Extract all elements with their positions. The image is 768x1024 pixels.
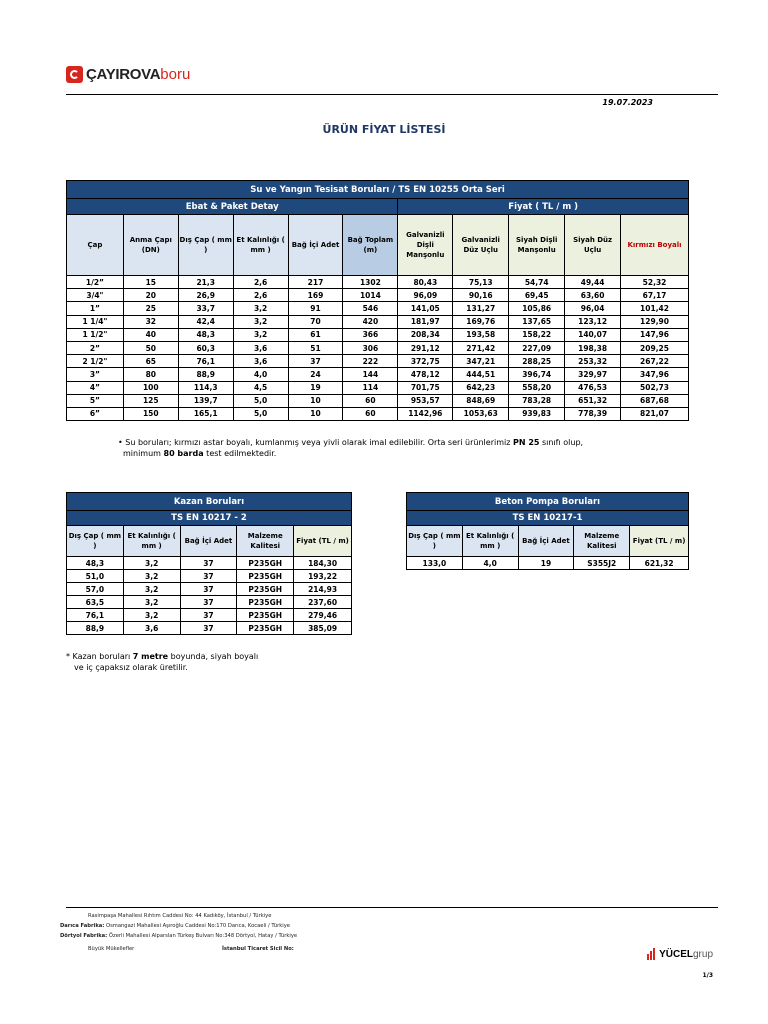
column-header: Malzeme Kalitesi xyxy=(574,526,630,557)
table-row xyxy=(67,355,689,368)
note-bullet: • xyxy=(118,438,123,447)
table-cell: 3,2 xyxy=(123,596,180,609)
table-cell: 184,30 xyxy=(294,557,352,570)
table-cell: 4” xyxy=(67,381,124,394)
table-cell: 267,22 xyxy=(621,355,689,368)
logo-suffix-text: boru xyxy=(160,66,191,83)
table-cell: 96,04 xyxy=(565,302,621,315)
yucel-logo-icon xyxy=(647,948,655,960)
table-cell: 1/2” xyxy=(67,276,124,289)
table-cell: 37 xyxy=(288,355,343,368)
table-row xyxy=(67,381,689,394)
table-cell: 15 xyxy=(123,276,178,289)
note-text-3: minimum xyxy=(123,449,164,458)
table-cell: 3,2 xyxy=(123,570,180,583)
table-cell: 150 xyxy=(123,407,178,420)
table-cell: 76,1 xyxy=(178,355,233,368)
table-cell: 783,28 xyxy=(509,394,565,407)
header-divider xyxy=(66,94,718,95)
table-cell: 271,42 xyxy=(453,341,509,354)
table-row xyxy=(67,315,689,328)
table-row xyxy=(67,328,689,341)
table-cell: 96,09 xyxy=(398,289,453,302)
logo-brand-text: ÇAYIROVA xyxy=(86,66,161,83)
table-cell: 1 1/2" xyxy=(67,328,124,341)
table-cell: 193,22 xyxy=(294,570,352,583)
table-cell: 209,25 xyxy=(621,341,689,354)
table-cell: 37 xyxy=(180,609,237,622)
table-cell: 60,3 xyxy=(178,341,233,354)
table-cell: 385,09 xyxy=(294,622,352,635)
table-row xyxy=(67,302,689,315)
table-cell: 237,60 xyxy=(294,596,352,609)
table-cell: 1302 xyxy=(343,276,398,289)
column-header: Kırmızı Boyalı xyxy=(621,215,689,276)
table-cell: 37 xyxy=(180,622,237,635)
column-header: Siyah Düz Uçlu xyxy=(565,215,621,276)
table-cell: 4,5 xyxy=(233,381,288,394)
kazan-table-note xyxy=(66,651,258,673)
company-logo xyxy=(66,66,190,83)
table-cell: 4,0 xyxy=(462,557,518,570)
note-text-1: Su boruları; kırmızı astar boyalı, kumlanmış veya yivli olarak imal edilebilir. Orta seri ürünlerimiz xyxy=(125,438,513,447)
table-cell: 651,32 xyxy=(565,394,621,407)
table-cell: 20 xyxy=(123,289,178,302)
table-cell: 26,9 xyxy=(178,289,233,302)
table-cell: 4,0 xyxy=(233,368,288,381)
column-header: Galvanizli Düz Uçlu xyxy=(453,215,509,276)
yucel-group-logo xyxy=(647,948,713,960)
table-cell: 3,6 xyxy=(233,355,288,368)
table-cell: 6” xyxy=(67,407,124,420)
table-cell: 3,2 xyxy=(233,302,288,315)
table-cell: 3,6 xyxy=(233,341,288,354)
table-cell: 687,68 xyxy=(621,394,689,407)
table-cell: 125 xyxy=(123,394,178,407)
footer-sicil xyxy=(222,946,294,952)
table-cell: 37 xyxy=(180,583,237,596)
kazan-note-text-1: Kazan boruları xyxy=(72,652,133,661)
table-row xyxy=(67,341,689,354)
table-cell: 3,6 xyxy=(123,622,180,635)
table-cell: 217 xyxy=(288,276,343,289)
table-cell: 1142,96 xyxy=(398,407,453,420)
column-header: Çap xyxy=(67,215,124,276)
table-cell: 5,0 xyxy=(233,407,288,420)
table-cell: 1” xyxy=(67,302,124,315)
table-cell: 114,3 xyxy=(178,381,233,394)
main-table-note xyxy=(118,437,583,459)
table-cell: 502,73 xyxy=(621,381,689,394)
table-cell: 1053,63 xyxy=(453,407,509,420)
table-cell: 140,07 xyxy=(565,328,621,341)
table-cell: P235GH xyxy=(237,557,294,570)
table-cell: 372,75 xyxy=(398,355,453,368)
column-header: Bağ Toplam (m) xyxy=(343,215,398,276)
table-cell: 476,53 xyxy=(565,381,621,394)
yucel-suffix: grup xyxy=(692,948,713,960)
column-header: Dış Çap ( mm ) xyxy=(67,526,124,557)
table-cell: 65 xyxy=(123,355,178,368)
table-cell: 169 xyxy=(288,289,343,302)
table-cell: 165,1 xyxy=(178,407,233,420)
page-number: 1/3 xyxy=(702,972,713,979)
table-cell: 169,76 xyxy=(453,315,509,328)
table-cell: 848,69 xyxy=(453,394,509,407)
table-cell: 181,97 xyxy=(398,315,453,328)
footer-address: Rasimpaşa Mahallesi Rıhtım Caddesi No: 44 Kadıköy, İstanbul / Türkiye xyxy=(88,913,272,919)
table-cell: 227,09 xyxy=(509,341,565,354)
table-cell: 10 xyxy=(288,394,343,407)
table-cell: S355J2 xyxy=(574,557,630,570)
footer-sicil-label: İstanbul Ticaret Sicil No: xyxy=(222,946,294,952)
table-cell: 558,20 xyxy=(509,381,565,394)
table-row xyxy=(67,289,689,302)
table-cell: 222 xyxy=(343,355,398,368)
table-cell: 49,44 xyxy=(565,276,621,289)
table-cell: 48,3 xyxy=(67,557,124,570)
table-cell: 347,96 xyxy=(621,368,689,381)
table-row xyxy=(67,596,352,609)
table-cell: 70 xyxy=(288,315,343,328)
table-cell: 76,1 xyxy=(67,609,124,622)
table-cell: 444,51 xyxy=(453,368,509,381)
table-cell: 2,6 xyxy=(233,276,288,289)
footer-darica-text: Osmangazi Mahallesi Aşıroğlu Caddesi No:170 Darıca, Kocaeli / Türkiye xyxy=(106,923,290,929)
column-header: Et Kalınlığı ( mm ) xyxy=(123,526,180,557)
table-cell: 347,21 xyxy=(453,355,509,368)
table-cell: 3/4" xyxy=(67,289,124,302)
main-price-table xyxy=(66,180,689,421)
table-cell: 2,6 xyxy=(233,289,288,302)
table-cell: 48,3 xyxy=(178,328,233,341)
table-cell: 21,3 xyxy=(178,276,233,289)
table-cell: 306 xyxy=(343,341,398,354)
kazan-note-bold: 7 metre xyxy=(132,652,169,661)
table-cell: 69,45 xyxy=(509,289,565,302)
table-cell: 141,05 xyxy=(398,302,453,315)
table-cell: 80,43 xyxy=(398,276,453,289)
table-cell: P235GH xyxy=(237,609,294,622)
table-cell: 42,4 xyxy=(178,315,233,328)
kazan-table-title: Kazan Boruları xyxy=(67,493,352,511)
footer-divider xyxy=(66,907,718,908)
column-header: Bağ İçi Adet xyxy=(180,526,237,557)
table-cell: 3,2 xyxy=(123,557,180,570)
table-cell: 198,38 xyxy=(565,341,621,354)
table-cell: 144 xyxy=(343,368,398,381)
table-cell: 88,9 xyxy=(178,368,233,381)
table-cell: 147,96 xyxy=(621,328,689,341)
table-cell: 19 xyxy=(518,557,574,570)
table-cell: 129,90 xyxy=(621,315,689,328)
table-cell: 420 xyxy=(343,315,398,328)
kazan-table-standard: TS EN 10217 - 2 xyxy=(67,511,352,526)
table-cell: 621,32 xyxy=(630,557,689,570)
table-cell: 158,22 xyxy=(509,328,565,341)
table-cell: 63,5 xyxy=(67,596,124,609)
table-cell: 101,42 xyxy=(621,302,689,315)
table-cell: 642,23 xyxy=(453,381,509,394)
table-cell: 778,39 xyxy=(565,407,621,420)
footer-darica-label: Darıca Fabrika: xyxy=(60,923,105,929)
table-row xyxy=(67,609,352,622)
table-cell: 5,0 xyxy=(233,394,288,407)
column-header: Dış Çap ( mm ) xyxy=(178,215,233,276)
table-cell: 329,97 xyxy=(565,368,621,381)
table-cell: P235GH xyxy=(237,596,294,609)
table-cell: 2” xyxy=(67,341,124,354)
table-row xyxy=(67,276,689,289)
table-cell: 396,74 xyxy=(509,368,565,381)
table-cell: 253,32 xyxy=(565,355,621,368)
footer-dortyol xyxy=(60,933,297,939)
note-text-2: sınıfı olup, xyxy=(539,438,584,447)
table-row xyxy=(67,368,689,381)
group-header-dimensions: Ebat & Paket Detay xyxy=(67,199,398,215)
table-cell: 10 xyxy=(288,407,343,420)
footer-dortyol-label: Dörtyol Fabrika: xyxy=(60,933,108,939)
table-cell: 123,12 xyxy=(565,315,621,328)
table-cell: 939,83 xyxy=(509,407,565,420)
kazan-table xyxy=(66,492,352,635)
table-cell: 1014 xyxy=(343,289,398,302)
kazan-note-text-3: ve iç çapaksız olarak üretilir. xyxy=(74,663,188,672)
table-cell: 105,86 xyxy=(509,302,565,315)
table-cell: 137,65 xyxy=(509,315,565,328)
table-cell: 50 xyxy=(123,341,178,354)
table-cell: 953,57 xyxy=(398,394,453,407)
table-cell: 37 xyxy=(180,596,237,609)
page-title: ÜRÜN FİYAT LİSTESİ xyxy=(322,123,446,136)
column-header: Galvanizli Dişli Manşonlu xyxy=(398,215,453,276)
table-cell: 3,2 xyxy=(233,328,288,341)
beton-table-title: Beton Pompa Boruları xyxy=(407,493,689,511)
cayirova-logo-icon xyxy=(66,66,83,83)
table-cell: 40 xyxy=(123,328,178,341)
note-bold-pn25: PN 25 xyxy=(512,438,540,447)
table-row xyxy=(67,407,689,420)
table-row xyxy=(67,583,352,596)
table-cell: 51,0 xyxy=(67,570,124,583)
table-cell: 88,9 xyxy=(67,622,124,635)
table-cell: 193,58 xyxy=(453,328,509,341)
column-header: Et Kalınlığı ( mm ) xyxy=(462,526,518,557)
table-cell: 19 xyxy=(288,381,343,394)
table-cell: 3,2 xyxy=(123,583,180,596)
footer-buyuk-mukellefler: Büyük Mükellefler xyxy=(88,946,135,952)
beton-table xyxy=(406,492,689,570)
kazan-note-text-2: boyunda, siyah boyalı xyxy=(168,652,259,661)
table-cell: 63,60 xyxy=(565,289,621,302)
table-cell: 546 xyxy=(343,302,398,315)
table-cell: 3” xyxy=(67,368,124,381)
table-cell: 60 xyxy=(343,394,398,407)
table-cell: 288,25 xyxy=(509,355,565,368)
table-cell: 366 xyxy=(343,328,398,341)
table-cell: P235GH xyxy=(237,622,294,635)
table-row xyxy=(67,622,352,635)
table-cell: 75,13 xyxy=(453,276,509,289)
table-cell: 61 xyxy=(288,328,343,341)
table-row xyxy=(67,570,352,583)
table-cell: 208,34 xyxy=(398,328,453,341)
column-header: Anma Çapı (DN) xyxy=(123,215,178,276)
table-cell: 1 1/4" xyxy=(67,315,124,328)
document-date: 19.07.2023 xyxy=(602,98,653,107)
column-header: Fiyat (TL / m) xyxy=(294,526,352,557)
footer-darica xyxy=(60,923,290,929)
note-bold-80bar: 80 barda xyxy=(163,449,204,458)
yucel-brand: YÜCEL xyxy=(659,948,693,960)
footer-dortyol-text: Özerli Mahallesi Alparslan Türkeş Bulvarı No:348 Dörtyol, Hatay / Türkiye xyxy=(108,933,298,939)
table-row xyxy=(67,394,689,407)
table-cell: P235GH xyxy=(237,583,294,596)
table-cell: 291,12 xyxy=(398,341,453,354)
table-cell: 478,12 xyxy=(398,368,453,381)
table-cell: 90,16 xyxy=(453,289,509,302)
table-cell: P235GH xyxy=(237,570,294,583)
table-cell: 32 xyxy=(123,315,178,328)
table-cell: 5” xyxy=(67,394,124,407)
column-header: Dış Çap ( mm ) xyxy=(407,526,463,557)
table-cell: 114 xyxy=(343,381,398,394)
column-header: Malzeme Kalitesi xyxy=(237,526,294,557)
table-cell: 57,0 xyxy=(67,583,124,596)
column-header: Et Kalınlığı ( mm ) xyxy=(233,215,288,276)
table-cell: 139,7 xyxy=(178,394,233,407)
main-table-title: Su ve Yangın Tesisat Boruları / TS EN 10255 Orta Seri xyxy=(67,181,689,199)
table-cell: 52,32 xyxy=(621,276,689,289)
table-cell: 33,7 xyxy=(178,302,233,315)
table-cell: 3,2 xyxy=(123,609,180,622)
table-cell: 100 xyxy=(123,381,178,394)
column-header: Bağ İçi Adet xyxy=(288,215,343,276)
table-cell: 3,2 xyxy=(233,315,288,328)
table-cell: 2 1/2" xyxy=(67,355,124,368)
table-cell: 133,0 xyxy=(407,557,463,570)
table-cell: 821,07 xyxy=(621,407,689,420)
table-cell: 131,27 xyxy=(453,302,509,315)
table-cell: 80 xyxy=(123,368,178,381)
table-cell: 51 xyxy=(288,341,343,354)
table-cell: 37 xyxy=(180,557,237,570)
table-row xyxy=(407,557,689,570)
table-cell: 24 xyxy=(288,368,343,381)
group-header-price: Fiyat ( TL / m ) xyxy=(398,199,689,215)
table-cell: 279,46 xyxy=(294,609,352,622)
beton-table-standard: TS EN 10217-1 xyxy=(407,511,689,526)
table-cell: 25 xyxy=(123,302,178,315)
table-cell: 60 xyxy=(343,407,398,420)
table-row xyxy=(67,557,352,570)
kazan-note-star: * xyxy=(66,652,70,661)
table-cell: 91 xyxy=(288,302,343,315)
table-cell: 67,17 xyxy=(621,289,689,302)
note-text-4: test edilmektedir. xyxy=(203,449,277,458)
column-header: Fiyat (TL / m) xyxy=(630,526,689,557)
table-cell: 701,75 xyxy=(398,381,453,394)
column-header: Bağ İçi Adet xyxy=(518,526,574,557)
table-cell: 37 xyxy=(180,570,237,583)
table-cell: 54,74 xyxy=(509,276,565,289)
column-header: Siyah Dişli Manşonlu xyxy=(509,215,565,276)
table-cell: 214,93 xyxy=(294,583,352,596)
